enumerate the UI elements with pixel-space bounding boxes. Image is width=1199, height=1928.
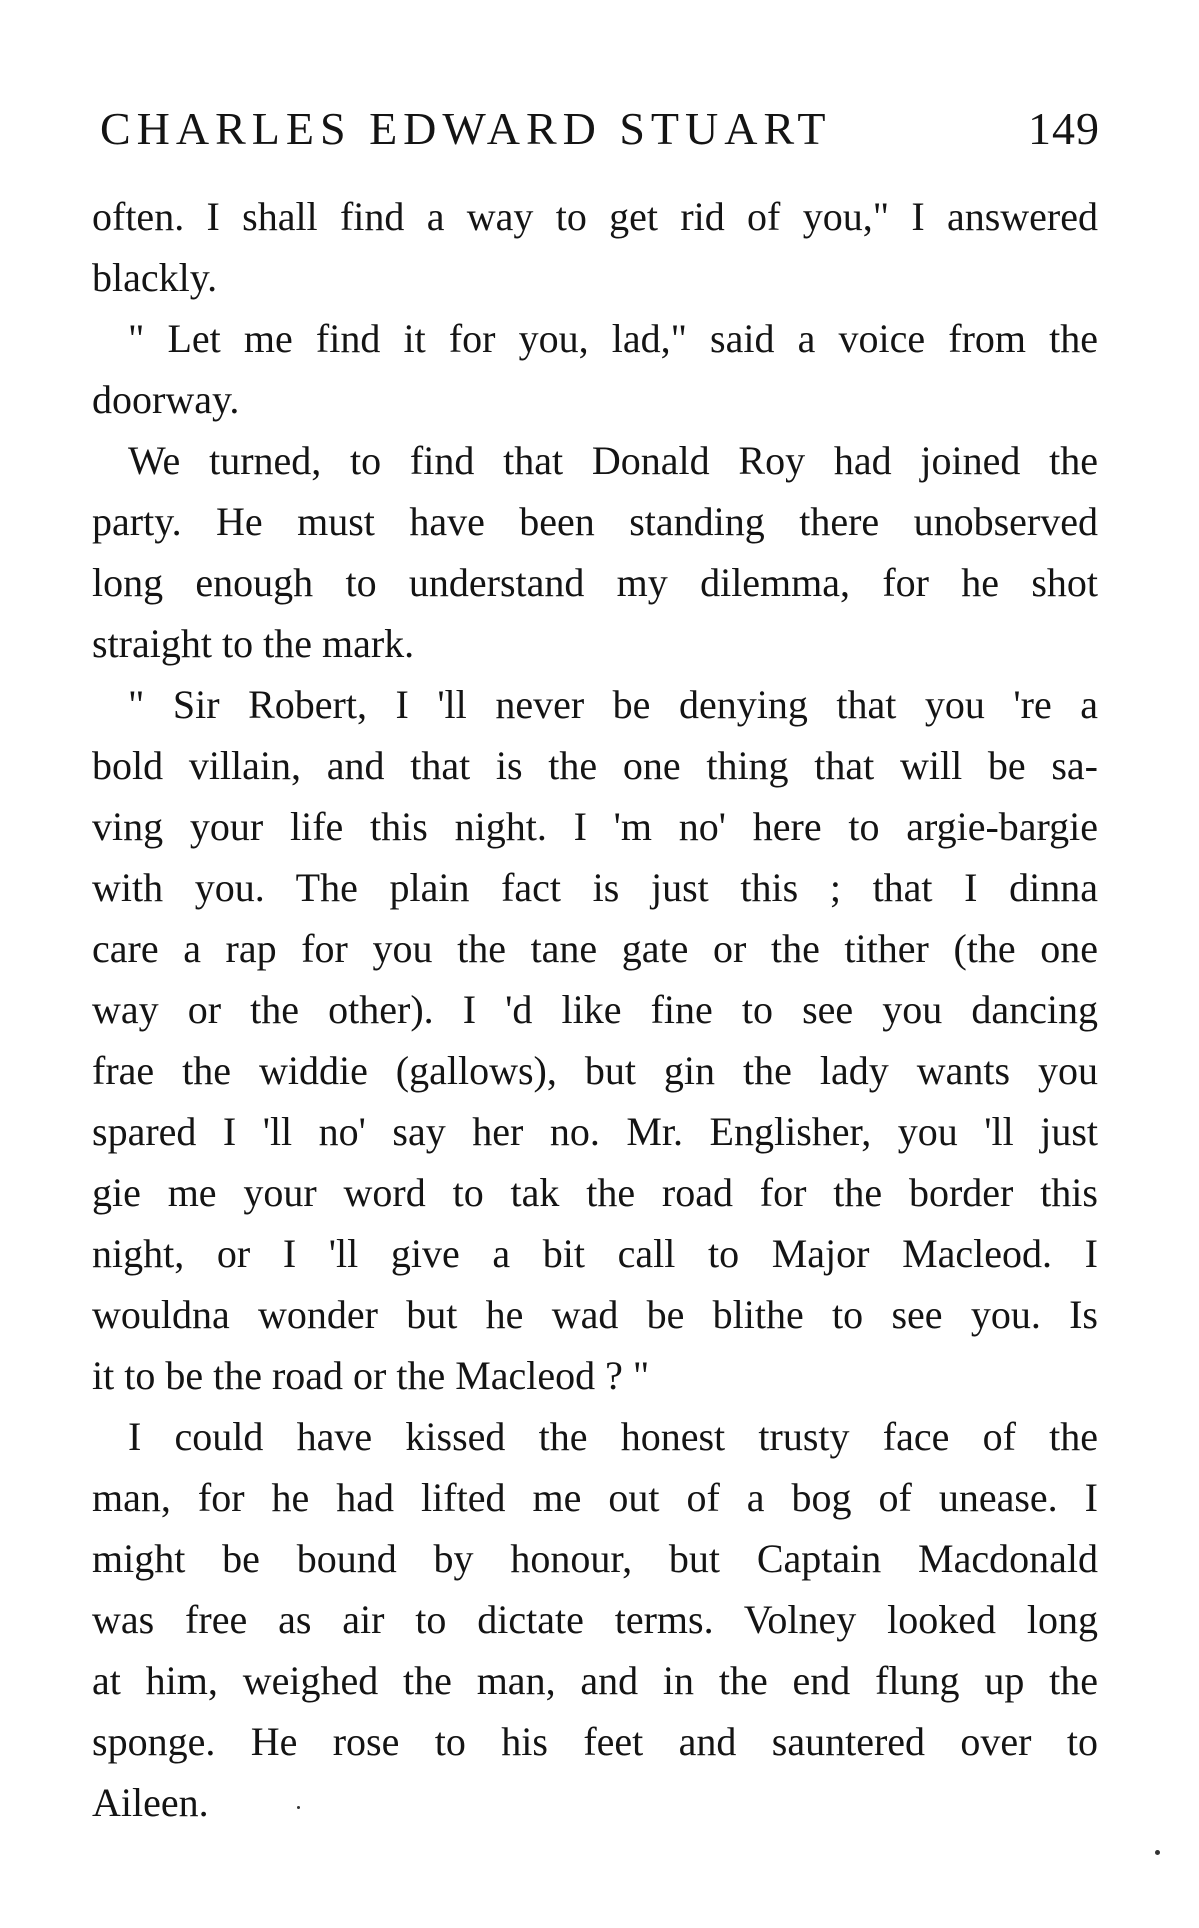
paragraph-2 xyxy=(92,308,1098,430)
text-line: night, or I 'll give a bit call to Major Macleod. I xyxy=(92,1231,1098,1276)
text-line: care a rap for you the tane gate or the tither (the one xyxy=(92,926,1098,971)
text-line: sponge. He rose to his feet and sauntered over to xyxy=(92,1719,1098,1764)
text-line: spared I 'll no' say her no. Mr. Englisher, you 'll just xyxy=(92,1109,1098,1154)
text-line: I could have kissed the honest trusty face of the xyxy=(128,1414,1098,1459)
text-line: it to be the road or the Macleod ? " xyxy=(92,1353,650,1398)
text-line: man, for he had lifted me out of a bog of unease. I xyxy=(92,1475,1098,1520)
scan-speck xyxy=(297,1806,300,1809)
running-head xyxy=(100,98,1100,160)
text-line: bold villain, and that is the one thing that will be sa- xyxy=(92,743,1098,788)
body-text xyxy=(92,186,1098,1833)
text-line: way or the other). I 'd like fine to see you dancing xyxy=(92,987,1098,1032)
text-line: at him, weighed the man, and in the end flung up the xyxy=(92,1658,1098,1703)
text-line: gie me your word to tak the road for the border this xyxy=(92,1170,1098,1215)
running-title: CHARLES EDWARD STUART xyxy=(100,103,832,154)
page-number: 149 xyxy=(1028,103,1100,154)
text-line: frae the widdie (gallows), but gin the lady wants you xyxy=(92,1048,1098,1093)
text-line: We turned, to find that Donald Roy had joined the xyxy=(128,438,1098,483)
text-line: was free as air to dictate terms. Volney looked long xyxy=(92,1597,1098,1642)
text-line: party. He must have been standing there unobserved xyxy=(92,499,1098,544)
paragraph-3 xyxy=(92,430,1098,674)
text-line: often. I shall find a way to get rid of you," I answered xyxy=(92,194,1098,239)
text-line: Aileen. xyxy=(92,1780,209,1825)
paragraph-4 xyxy=(92,674,1098,1406)
text-line: wouldna wonder but he wad be blithe to see you. Is xyxy=(92,1292,1098,1337)
text-line: straight to the mark. xyxy=(92,621,415,666)
text-line: ving your life this night. I 'm no' here to argie-bargie xyxy=(92,804,1098,849)
text-line: might be bound by honour, but Captain Macdonald xyxy=(92,1536,1098,1581)
paragraph-1 xyxy=(92,186,1098,308)
scan-speck xyxy=(1155,1850,1160,1855)
text-line: long enough to understand my dilemma, for he shot xyxy=(92,560,1098,605)
text-line: " Sir Robert, I 'll never be denying that you 're a xyxy=(128,682,1098,727)
text-line: doorway. xyxy=(92,377,240,422)
text-line: with you. The plain fact is just this ; that I dinna xyxy=(92,865,1098,910)
text-line: blackly. xyxy=(92,255,218,300)
paragraph-5 xyxy=(92,1406,1098,1833)
text-line: " Let me find it for you, lad," said a voice from the xyxy=(128,316,1098,361)
